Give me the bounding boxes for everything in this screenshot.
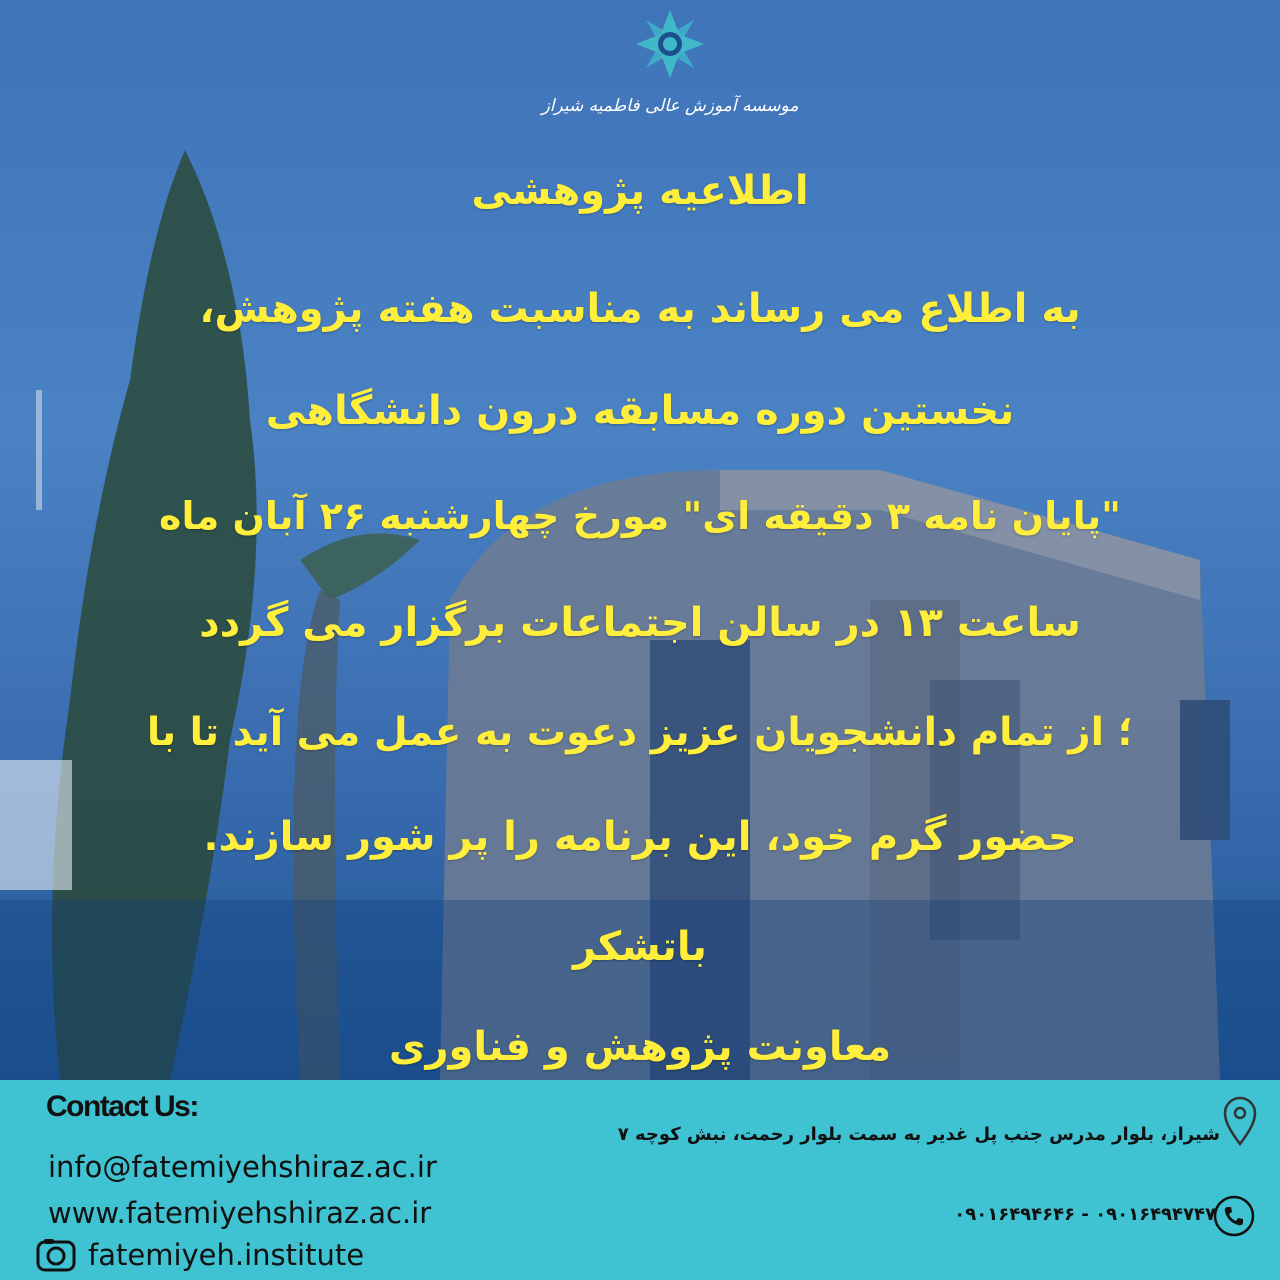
contact-title: Contact Us: xyxy=(46,1090,198,1123)
notice-signoff: باتشکر xyxy=(573,924,707,970)
location-pin-icon xyxy=(1222,1096,1258,1148)
contact-website[interactable]: www.fatemiyehshiraz.ac.ir xyxy=(48,1196,432,1230)
instagram-icon[interactable] xyxy=(36,1238,76,1274)
notice-line-1: به اطلاع می رساند به مناسبت هفته پژوهش، xyxy=(199,286,1081,332)
notice-signature: معاونت پژوهش و فناوری xyxy=(388,1024,892,1070)
contact-instagram[interactable]: fatemiyeh.institute xyxy=(88,1238,365,1272)
notice-title: اطلاعیه پژوهشی xyxy=(471,168,809,214)
contact-address: شیراز، بلوار مدرس جنب پل غدیر به سمت بلوار رحمت، نبش کوچه ۷ xyxy=(617,1124,1220,1145)
notice-line-2: نخستین دوره مسابقه درون دانشگاهی xyxy=(265,388,1015,434)
notice-line-6: حضور گرم خود، این برنامه را پر شور سازند. xyxy=(203,814,1077,860)
phone-icon xyxy=(1212,1194,1256,1238)
notice-line-3: "پایان نامه ۳ دقیقه ای" مورخ چهارشنبه ۲۶ آبان ماه xyxy=(159,494,1121,538)
notice-line-5: ؛ از تمام دانشجویان عزیز دعوت به عمل می آید تا با xyxy=(146,710,1134,755)
notice-line-4: ساعت ۱۳ در سالن اجتماعات برگزار می گردد xyxy=(199,600,1081,646)
contact-phones[interactable]: ۰۹۰۱۶۴۹۴۷۴۷ - ۰۹۰۱۶۴۹۴۶۴۶ xyxy=(954,1204,1216,1225)
institute-name: موسسه آموزش عالی فاطمیه شیراز xyxy=(541,96,799,116)
institute-logo xyxy=(620,4,720,84)
contact-email[interactable]: info@fatemiyehshiraz.ac.ir xyxy=(48,1150,437,1184)
